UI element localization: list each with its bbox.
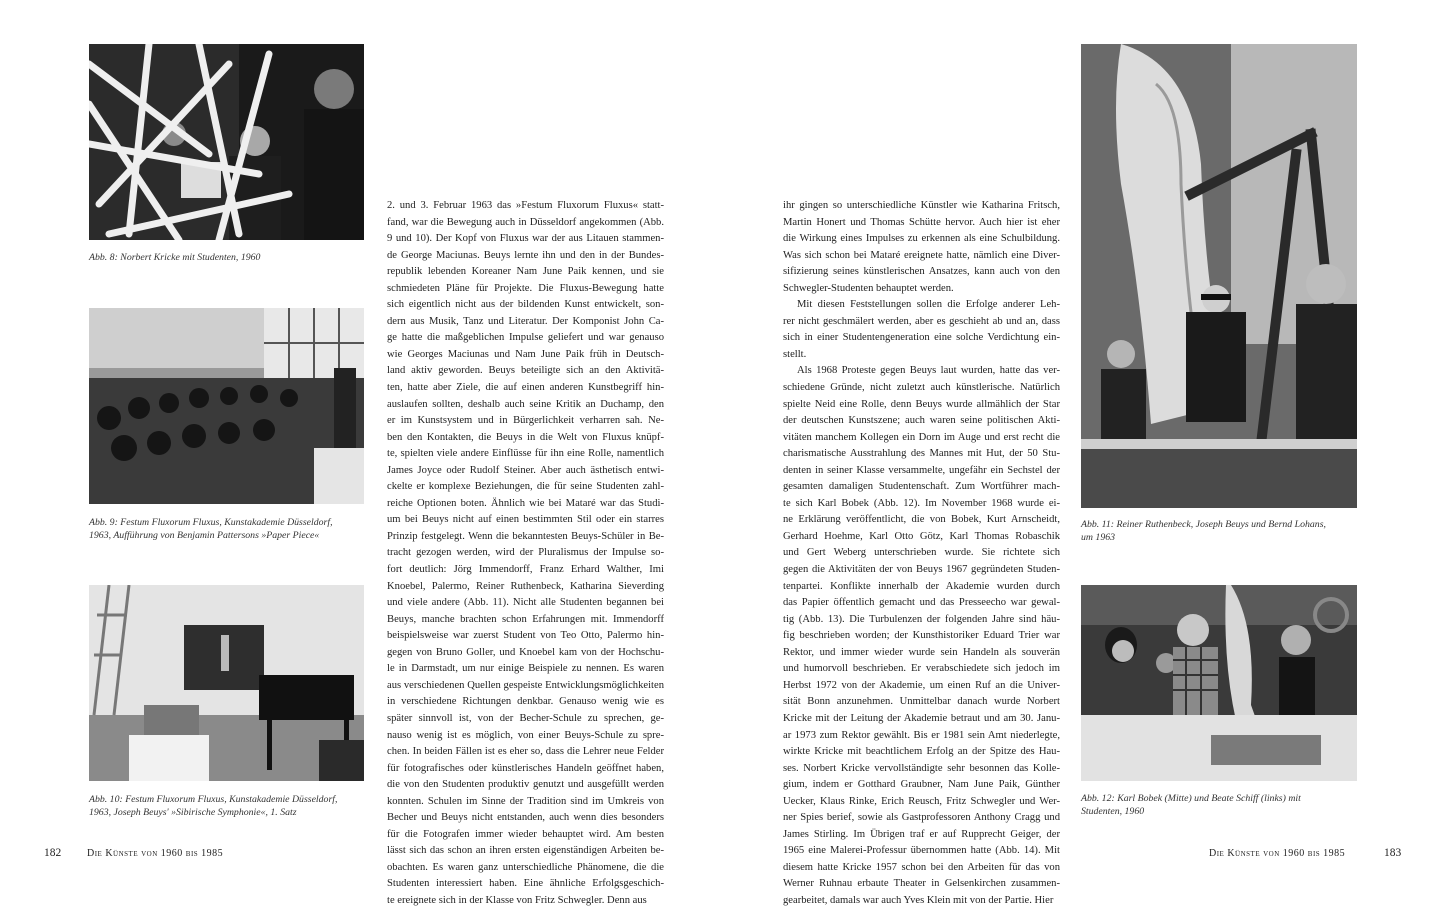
text-line: ge hatte die maßgeblichen Impulse geliefert und war genauso bbox=[387, 332, 664, 344]
text-line: Mit diesen Feststellungen sollen die Erfolge anderer Leh- bbox=[797, 299, 1060, 311]
caption-line: Abb. 10: Festum Fluxorum Fluxus, Kunstakademie Düsseldorf, bbox=[89, 794, 338, 805]
text-line: gium, indem er Gotthard Graubner, Nam June Paik, Günther bbox=[783, 779, 1060, 791]
photo-festum-fluxus-audience bbox=[89, 308, 364, 504]
caption-fig9 bbox=[89, 516, 333, 542]
text-line: Beuys, manche brachten schon Erfahrungen mit. Immendorff bbox=[387, 613, 664, 625]
text-line: in verschiedene Richtungen denkbar. Genauso wenig wie es bbox=[387, 696, 664, 708]
text-line: tenpartei. Konflikte innerhalb der Akademie wurden durch bbox=[783, 580, 1060, 592]
text-line: gearbeitet, damals war auch Yves Klein mit von der Partie. Hier bbox=[783, 894, 1054, 906]
text-line: vitäten manchem Kollegen ein Dorn im Auge und erst recht die bbox=[783, 431, 1060, 443]
text-line: Als 1968 Proteste gegen Beuys laut wurden, hatte das ver- bbox=[797, 365, 1060, 377]
text-line: Knoebel, Palermo, Reiner Ruthenbeck, Katharina Sieverding bbox=[387, 580, 664, 592]
photo-bobek-schiff-students bbox=[1081, 585, 1357, 781]
text-line: te, spielten viele andere Einflüsse für ihn eine Rolle, namentlich bbox=[387, 448, 664, 460]
text-line: ben den Kontakten, die Beuys in die Welt von Fluxus knüpf- bbox=[387, 431, 664, 443]
text-line: die Wirkung eines Impulses zu erkennen als eine Schulbildung. bbox=[783, 233, 1060, 245]
text-line: tig (Abb. 13). Die Turbulenzen der folgenden Jahre sind häu- bbox=[783, 613, 1060, 625]
text-line: reiche Optionen boten. Ähnlich wie bei Mataré war das Studi- bbox=[387, 497, 664, 509]
text-line: diesem hatte Kricke 1957 schon bei den Arbeiten für das von bbox=[783, 861, 1060, 873]
text-line: denten in seiner Klasse versammelte, ungefähr ein Sechstel der bbox=[783, 464, 1060, 476]
caption-fig12 bbox=[1081, 792, 1301, 818]
text-line: Herbst 1972 von der Akademie, um einen Ruf an die Univer- bbox=[783, 679, 1060, 691]
running-head-left: Die Künste von 1960 bis 1985 bbox=[87, 848, 224, 859]
text-line: fig beschrieben worden; der Kunsthistoriker Eduard Trier war bbox=[783, 630, 1060, 642]
running-head-right: Die Künste von 1960 bis 1985 bbox=[1209, 848, 1346, 859]
text-line: für fotografisches oder künstlerisches Handeln geöffnet haben, bbox=[387, 762, 664, 774]
text-line: ses. Norbert Kricke vervollständigte sehr besonnen das Kolle- bbox=[783, 762, 1060, 774]
text-line: gegen von Bruno Goller, und Knoebel kam von der Hochschu- bbox=[387, 646, 664, 658]
caption-fig10 bbox=[89, 793, 337, 819]
text-line: sich eigentlich nicht aus der bildenden Kunst entwickelt, son- bbox=[387, 299, 664, 311]
text-line: Gerhard Hoehme, Karl Otto Götz, Karl Thomas Robaschik bbox=[783, 530, 1060, 542]
text-line: de George Maciunas. Beuys lernte ihn und den in der Bundes- bbox=[387, 249, 664, 261]
page-number-right: 183 bbox=[1384, 847, 1402, 859]
text-line: nauso wenig ist es möglich, von einer Beuys-Schule zu spre- bbox=[387, 729, 664, 741]
left-body-text bbox=[387, 198, 664, 910]
caption-line: Abb. 9: Festum Fluxorum Fluxus, Kunstakademie Düsseldorf, bbox=[89, 517, 333, 528]
text-line: sich in einer Studentengeneration eine solche Verdichtung ein- bbox=[783, 332, 1060, 344]
page-number-left: 182 bbox=[44, 847, 62, 859]
text-line: die von den Studenten produktiv genutzt und ausgefüllt werden bbox=[387, 779, 664, 791]
text-line: land aktiv geworden. Beuys beteiligte sich an den Aktivitä- bbox=[387, 365, 664, 377]
caption-line: 1963, Aufführung von Benjamin Pattersons »Paper Piece« bbox=[89, 530, 320, 541]
text-line: 9 und 10). Der Kopf von Fluxus war der aus Litauen stammen- bbox=[387, 233, 664, 245]
text-line: er im Kunstsystem und in Bürgerlichkeit verharren sah. Ne- bbox=[387, 415, 664, 427]
text-line: Was sich schon bei Mataré ereignete hatte, nämlich eine Diver- bbox=[783, 249, 1060, 261]
text-line: wie Georges Maciunas und Nam June Paik früh in Deutsch- bbox=[387, 348, 664, 360]
text-line: spielte Neid eine Rolle, denn Beuys wurde allmählich der Star bbox=[783, 398, 1060, 410]
text-line: der deutschen Kunstszene; auch waren seine politischen Akti- bbox=[783, 415, 1060, 427]
text-line: um bei Beuys nicht auf einen bestimmten Stil oder ein starres bbox=[387, 514, 664, 526]
text-line: aus verschiedenen Quellen gespeiste Entwicklungsmöglichkeiten bbox=[387, 679, 664, 691]
text-line: le in Darmstadt, um nur einige Beispiele zu nennen. Es waren bbox=[387, 663, 664, 675]
caption-line: Studenten, 1960 bbox=[1081, 806, 1145, 817]
text-line: später sinnvoll ist, von der Becher-Schule zu sprechen, ge- bbox=[387, 712, 664, 724]
right-body-text bbox=[783, 198, 1060, 910]
text-line: Prinzip festgelegt. Wenn die bekanntesten Beuys-Schüler in Be- bbox=[387, 530, 664, 542]
text-line: chen. In beiden Fällen ist es eher so, dass die Lehrer neue Felder bbox=[387, 746, 664, 758]
text-line: tracht gezogen werden, wird der Pluralismus der Impulse so- bbox=[387, 547, 664, 559]
text-line: republik lebenden Koreaner Nam June Paik kennen, und sie bbox=[387, 266, 664, 278]
caption-line: Abb. 12: Karl Bobek (Mitte) und Beate Schiff (links) mit bbox=[1081, 793, 1301, 804]
text-line: Becher und Beuys nicht entstanden, auch wenn dies besonders bbox=[387, 812, 664, 824]
text-line: stellt. bbox=[783, 348, 807, 360]
text-line: Uecker, Klaus Rinke, Erich Reusch, Fritz Schwegler und Wer- bbox=[783, 795, 1060, 807]
photo-ruthenbeck-beuys-lohans bbox=[1081, 44, 1357, 508]
text-line: 2. und 3. Februar 1963 das »Festum Fluxorum Fluxus« statt- bbox=[387, 200, 664, 211]
text-line: gegen die Aktivitäten der von Beuys 1967 gegründeten Studen- bbox=[783, 564, 1060, 576]
text-line: te sich Karl Bobek (Abb. 12). Im November 1968 wurde ei- bbox=[783, 497, 1060, 509]
text-line: sität Bonn anzunehmen. Unmittelbar danach wurde Norbert bbox=[783, 696, 1060, 708]
text-line: ne Erklärung veröffentlicht, die von Bobek, Kurt Arnscheidt, bbox=[783, 514, 1060, 526]
caption-fig11 bbox=[1081, 518, 1326, 544]
text-line: ner Spies berief, sowie als Gastprofessoren Anthony Cragg und bbox=[783, 812, 1060, 824]
text-line: James Stirling. Im Übrigen traf er auf Rupprecht Geiger, der bbox=[783, 828, 1060, 840]
text-line: Rektor, und immer wieder wurde sein Handeln als souverän bbox=[783, 646, 1060, 658]
text-line: das Papier öffentlich gemacht und das Presseecho war gewal- bbox=[783, 597, 1060, 609]
text-line: dern aus Musik, Tanz und Literatur. Der Komponist John Ca- bbox=[387, 315, 664, 327]
text-line: wirkte Kricke mit beachtlichem Erfolg an der Spitze des Hau- bbox=[783, 746, 1060, 758]
caption-line: um 1963 bbox=[1081, 532, 1116, 543]
text-line: schmiedeten Pläne für Projekte. Die Fluxus-Bewegung hatte bbox=[387, 282, 664, 294]
text-line: Studenten interessiert haben. Eine ähnliche Erfolgsgeschich- bbox=[387, 878, 664, 890]
photo-kricke-students bbox=[89, 44, 364, 240]
text-line: und humorvoll beschrieben. Er verabschiedete sich jedoch im bbox=[783, 663, 1060, 675]
text-line: Werner Ruhnau erbaute Theater in Gelsenkirchen zusammen- bbox=[783, 878, 1060, 890]
text-line: konnten. Schulen im Sinne der Tradition sind im Umkreis von bbox=[387, 795, 664, 807]
text-line: auslaufen sollten, deshalb auch seine Kritik an Duchamp, den bbox=[387, 398, 664, 410]
text-line: te ereignete sich in der Klasse von Fritz Schwegler. Denn aus bbox=[387, 894, 647, 906]
caption-line: 1963, Joseph Beuys' »Sibirische Symphonie«, 1. Satz bbox=[89, 807, 297, 818]
text-line: für die Fotografen immer wieder behauptet wird. Am besten bbox=[387, 828, 664, 840]
text-line: obachten. Es waren ganz unterschiedliche Phänomene, die die bbox=[387, 861, 664, 873]
text-line: ar 1973 zum Rektor gewählt. Bis er 1981 sein Amt niederlegte, bbox=[783, 729, 1060, 741]
caption-line: Abb. 11: Reiner Ruthenbeck, Joseph Beuys und Bernd Lohans, bbox=[1081, 519, 1326, 530]
text-line: schiedene Gründe, nicht zuletzt auch künstlerische. Natürlich bbox=[783, 382, 1060, 394]
text-line: ten, hatte aber Ziele, die auf einen anderen Kunstbegriff hin- bbox=[387, 382, 664, 394]
text-line: gesamten damaligen Studentenschaft. Zum Wortführer mach- bbox=[783, 481, 1060, 493]
text-line: beispielsweise war zuerst Student von Teo Otto, Palermo hin- bbox=[387, 630, 664, 642]
text-line: James Joyce oder Rudolf Steiner. Aber auch ästhetisch entwi- bbox=[387, 464, 664, 476]
text-line: charismatische Ausstrahlung des Mannes mit Hut, der 50 Stu- bbox=[783, 448, 1060, 460]
text-line: ckelte er komplexe Beziehungen, die für seine Studenten zahl- bbox=[387, 481, 664, 493]
text-line: und Gert Weberg unterschrieben wurde. Sie richtete sich bbox=[783, 547, 1060, 559]
photo-sibirische-symphonie bbox=[89, 585, 364, 781]
caption-fig8 bbox=[89, 251, 260, 264]
text-line: sifizierung seines künstlerischen Ansatzes, kann auch von den bbox=[783, 266, 1060, 278]
text-line: ihr gingen so unterschiedliche Künstler wie Katharina Fritsch, bbox=[783, 200, 1060, 211]
text-line: 1965 eine Malerei-Professur übernommen hatte (Abb. 14). Mit bbox=[783, 845, 1060, 857]
text-line: rer nicht geschmälert werden, aber es geschieht ab und an, dass bbox=[783, 315, 1060, 327]
text-line: Kricke mit der Leitung der Akademie betraut und am 30. Janu- bbox=[783, 712, 1060, 724]
text-line: Martin Honert und Thomas Schütte hervor. Auch hier ist eher bbox=[783, 216, 1060, 228]
text-line: lässt sich das schon an ihren ersten eigenständigen Arbeiten be- bbox=[387, 845, 664, 857]
text-line: fand, war die Bewegung auch in Düsseldorf angekommen (Abb. bbox=[387, 216, 664, 228]
text-line: Schwegler-Studenten behauptet werden. bbox=[783, 282, 954, 294]
text-line: fort deutlich: Jörg Immendorff, Franz Erhard Walther, Imi bbox=[387, 564, 664, 576]
caption-line: Abb. 8: Norbert Kricke mit Studenten, 1960 bbox=[89, 252, 261, 263]
text-line: und viele andere (Abb. 11). Nicht alle Studenten begannen bei bbox=[387, 597, 664, 609]
